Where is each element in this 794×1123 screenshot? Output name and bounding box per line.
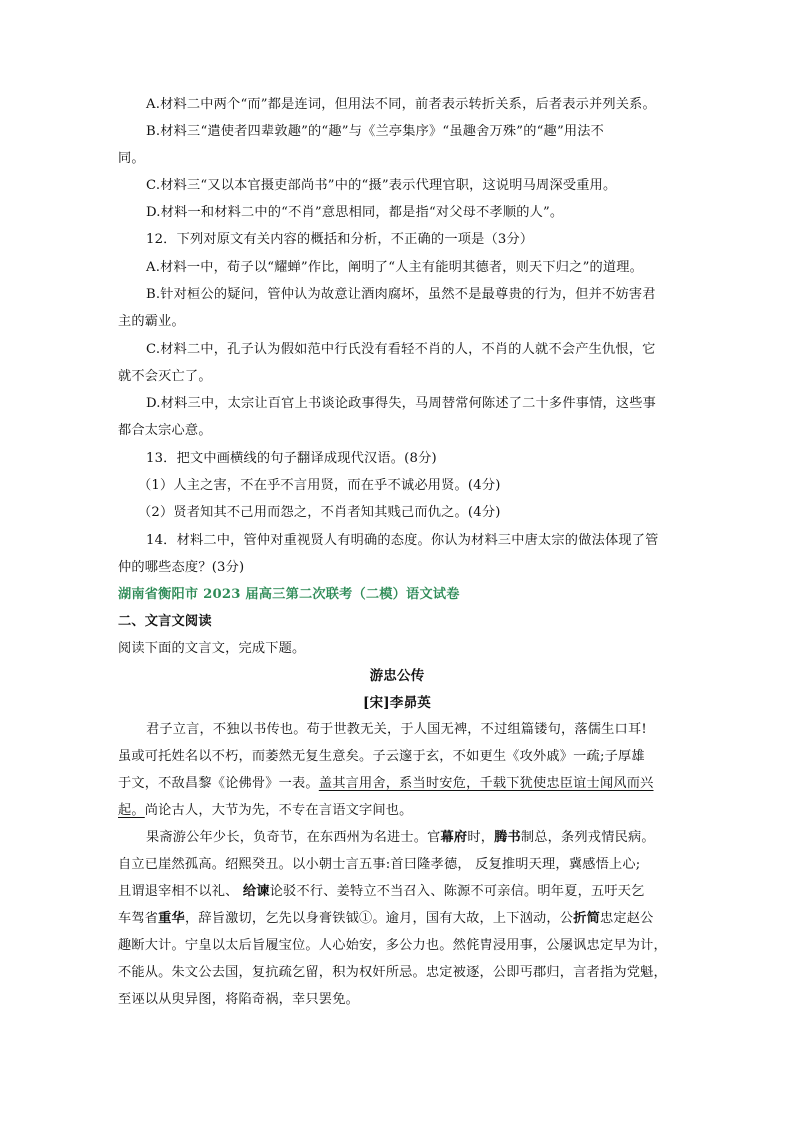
underlined-sentence: 盖其言用舍，系当时安危，千载下犹使忠臣谊士闻风而兴 [318,776,654,791]
passage-p1-line4: 起。尚论古人，大节为先，不专在言语文字间也。 [118,803,413,818]
q11-option-c: C.材料三“又以本官摄吏部尚书”中的“摄”表示代理官职，这说明马周深受重用。 [146,178,617,193]
q12-stem: 12．下列对原文有关内容的概括和分析，不正确的一项是（3分） [146,232,534,247]
q12-option-b: B.针对桓公的疑问，管仲认为故意让酒肉腐坏，虽然不是最尊贵的行为，但并不妨害君 [146,287,656,302]
passage-p2-line1: 果斋游公年少长，负奇节，在东西州为名进士。官幕府时，腾书制总，条列戎情民病。 [146,830,655,845]
annotated-term: 腾书 [494,830,521,845]
passage-p2-line6: 不能从。朱文公去国，复抗疏乞留，积为权奸所忌。忠定被逐，公即丐郡归，言者指为党魁， [118,965,667,980]
underlined-sentence-end: 起。 [118,803,145,818]
q12-option-a: A.材料一中，荀子以“耀蝉”作比，阐明了“人主有能明其德者，则天下归之”的道理。 [146,260,644,275]
q12-option-d: D.材料三中，太宗让百官上书谈论政事得失，马周替常何陈述了二十多件事情，这些事 [146,396,657,411]
q13-sentence-1: （1）人主之害，不在乎不言用贤，而在乎不诚必用贤。(4分) [138,478,501,493]
q12-option-c-cont: 就不会灭亡了。 [118,369,212,384]
instruction: 阅读下面的文言文，完成下题。 [118,641,306,656]
q13-stem: 13．把文中画横线的句子翻译成现代汉语。(8分) [146,451,437,466]
q13-sentence-2: （2）贤者知其不己用而怨之，不肖者知其贱己而仇之。(4分) [138,505,501,520]
q12-option-b-cont: 主的霸业。 [118,314,185,329]
passage-p1-line3: 于文，不敌昌黎《论佛骨》一表。盖其言用舍，系当时安危，千载下犹使忠臣谊士闻风而兴 [118,776,654,791]
annotated-term: 折简 [573,911,600,926]
q11-option-b: B.材料三“遣使者四辈敦趣”的“趣”与《兰亭集序》“虽趣舍万殊”的“趣”用法不 [146,124,605,139]
passage-p2-line2: 自立已崖然孤高。绍熙癸丑。以小朝士言五事:首曰隆孝德， 反复推明天理，冀感悟上心; [118,857,641,872]
q14-stem-cont: 仲的哪些态度？(3分) [118,560,245,575]
q11-option-a: A.材料二中两个“而”都是连词，但用法不同，前者表示转折关系，后者表示并列关系。 [146,97,656,112]
passage-title: 游忠公传 [369,668,425,684]
passage-author: [宋]李昴英 [363,695,431,711]
passage-p2-line7: 至诬以从臾异图，将陷奇祸，幸只罢免。 [118,992,359,1007]
source-heading: 湖南省衡阳市 2023 届高三第二次联考（二模）语文试卷 [118,587,460,602]
passage-p2-line4: 车驾省重华，辞旨激切，乞先以身膏铁钺①。逾月，国有大故，上下汹动，公折简忠定赵公 [118,911,654,926]
q11-option-b-cont: 同。 [118,151,145,166]
annotated-term: 重华 [158,911,185,926]
section-heading: 二、文言文阅读 [118,614,212,629]
passage-p2-line5: 趣断大计。宁皇以太后旨履宝位。人心始安，多公力也。然侂胄浸用事，公屡讽忠定早为计， [118,938,667,953]
q12-option-c: C.材料二中，孔子认为假如范中行氏没有看轻不肖的人，不肖的人就不会产生仇恨，它 [146,342,656,357]
q12-option-d-cont: 都合太宗心意。 [118,423,212,438]
passage-p1-line1: 君子立言，不独以书传也。苟于世教无关，于人国无裨，不过组篇镂句，落儒生口耳! [146,722,647,737]
annotated-term: 给谏 [242,884,270,899]
q14-stem: 14．材料二中，管仲对重视贤人有明确的态度。你认为材料三中唐太宗的做法体现了管 [146,533,659,548]
passage-p1-line2: 虽或可托姓名以不朽，而萎然无复生意矣。子云邃于玄，不如更生《攻外戚》一疏;子厚雄 [118,749,645,764]
annotated-term: 幕府 [440,830,468,845]
q11-option-d: D.材料一和材料二中的“不肖”意思相同，都是指“对父母不孝顺的人”。 [146,205,564,220]
passage-p2-line3: 且谓退宰相不以礼、 给谏论驳不行、姜特立不当召入、陈源不可亲信。明年夏，五吁天乞 [118,884,645,899]
